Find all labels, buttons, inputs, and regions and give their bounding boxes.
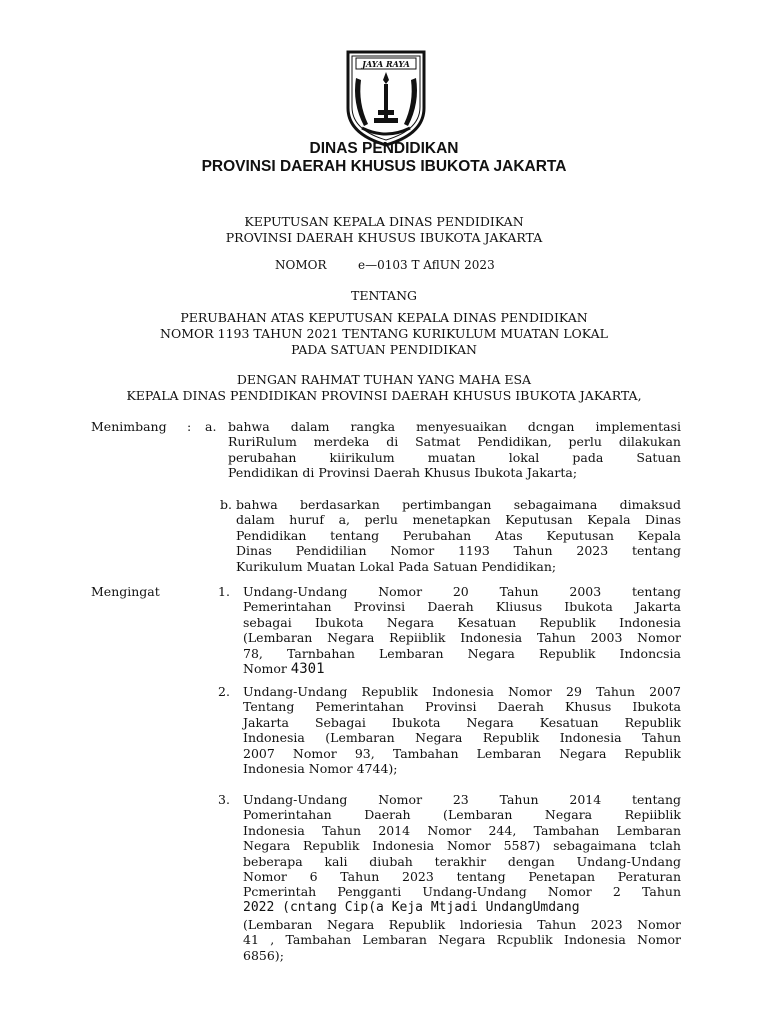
text-line [243,661,681,676]
menimbang-label: Menimbang [91,419,167,434]
text-line: Jakarta Sebagai Ibukota Negara Kesatuan Republik [243,714,681,730]
nomor-label: NOMOR [275,258,327,272]
text-line: dalam huruf a, perlu menetapkan Keputusan Kepala Dinas [236,512,681,528]
text-line: Undang-Undang Republik Indonesia Nomor 29 Tahun 2007 [243,684,681,699]
text-line: Indonesia (Lembaran Negara Republik Indonesia Tahun [243,730,681,746]
text-line: 78, Tarnbahan Lembaran Negara Republik Indoncsia [243,645,681,661]
agency-name: DINAS PENDIDIKAN [309,140,459,157]
mengingat-1-marker: 1. [218,584,230,599]
text-line: Pcmerintah Pengganti Undang-Undang Nomor 2 Tahun [243,884,681,900]
text-line: sebagai Ibukota Negara Kesatuan Republik Indonesia [243,614,681,630]
text-line: perubahan kiirikulum muatan lokal pada Satuan [228,449,681,465]
text-line: 41 , Tambahan Lembaran Negara Rcpublik Indonesia Nomor [243,932,681,948]
subject-line3: PADA SATUAN PENDIDIKAN [291,342,477,357]
text-line: Indonesia Nomor 4744); [243,760,398,776]
mengingat-3-text [243,792,681,963]
text-line: (Lembaran Negara Republik lndoriesia Tahun 2023 Nomor [243,916,681,932]
text-line: bahwa dalam rangka menyesuaikan dcngan implementasi [228,419,681,434]
text-line: Nomor 6 Tahun 2023 tentang Penetapan Peraturan [243,868,681,884]
blessing-line: DENGAN RAHMAT TUHAN YANG MAHA ESA [236,372,532,387]
text-fragment: 4301 [290,660,325,677]
menimbang-colon: : [187,419,192,434]
text-line: 6856); [243,947,284,963]
text-line: 2007 Nomor 93, Tambahan Lembaran Negara Republik [243,745,681,761]
text-line: Pemerintahan Provinsi Daerah Kliusus Ibukota Jakarta [243,599,681,615]
menimbang-a-marker: a. [205,419,217,434]
jaya-raya-emblem [342,48,430,148]
text-line: RuriRulum merdeka di Satmat Pendidikan, perlu dilakukan [228,434,681,450]
text-line: Pendidikan tentang Perubahan Atas Keputusan Kepala [236,527,681,543]
text-line: beberapa kali diubah terakhir dengan Undang-Undang [243,853,681,869]
mengingat-label: Mengingat [91,584,160,599]
mengingat-2-marker: 2. [218,684,230,699]
text-line: Undang-Undang Nomor 20 Tahun 2003 tentang [243,584,681,599]
province-name: PROVINSI DAERAH KHUSUS IBUKOTA JAKARTA [201,158,567,175]
text-fragment: Nomor [243,660,291,676]
text-line: 2022 (cntang Cip(a Keja Mtjadi UndangUmdang [243,899,580,915]
menimbang-b-marker: b. [220,497,232,512]
decree-title-line1: KEPUTUSAN KEPALA DINAS PENDIDIKAN [244,214,524,229]
menimbang-a-text [228,419,681,481]
text-line: Negara Republik Indonesia Nomor 5587) sebagaimana tclah [243,838,681,854]
subject-line1: PERUBAHAN ATAS KEPUTUSAN KEPALA DINAS PENDIDIKAN [180,310,588,325]
text-line: Pomerintahan Daerah (Lembaran Negara Repiiblik [243,807,681,823]
text-line: Kurikulum Muatan Lokal Pada Satuan Pendidikan; [236,558,557,574]
authority-line: KEPALA DINAS PENDIDIKAN PROVINSI DAERAH KHUSUS IBUKOTA JAKARTA, [126,388,642,403]
text-line: Indonesia Tahun 2014 Nomor 244, Tambahan Lembaran [243,822,681,838]
text-line: Undang-Undang Nomor 23 Tahun 2014 tentang [243,792,681,807]
menimbang-b-text [236,497,681,574]
decree-title-line2: PROVINSI DAERAH KHUSUS IBUKOTA JAKARTA [225,230,543,245]
text-line: Pendidikan di Provinsi Daerah Khusus Ibukota Jakarta; [228,465,578,481]
mengingat-1-text [243,584,681,676]
subject-line2: NOMOR 1193 TAHUN 2021 TENTANG KURIKULUM MUATAN LOKAL [160,326,608,341]
text-line: Dinas Pendidilian Nomor 1193 Tahun 2023 tentang [236,543,681,559]
tentang-heading: TENTANG [350,288,417,303]
mengingat-2-text [243,684,681,776]
text-line: Tentang Pemerintahan Provinsi Daerah Khusus Ibukota [243,699,681,715]
mengingat-3-marker: 3. [218,792,230,807]
text-line: (Lembaran Negara Repiiblik Indonesia Tahun 2003 Nomor [243,630,681,646]
nomor-value: e—0103 T AflUN 2023 [358,258,495,272]
text-line: bahwa berdasarkan pertimbangan sebagaimana dimaksud [236,497,681,512]
emblem-banner-text: JAYA RAYA [362,59,410,69]
